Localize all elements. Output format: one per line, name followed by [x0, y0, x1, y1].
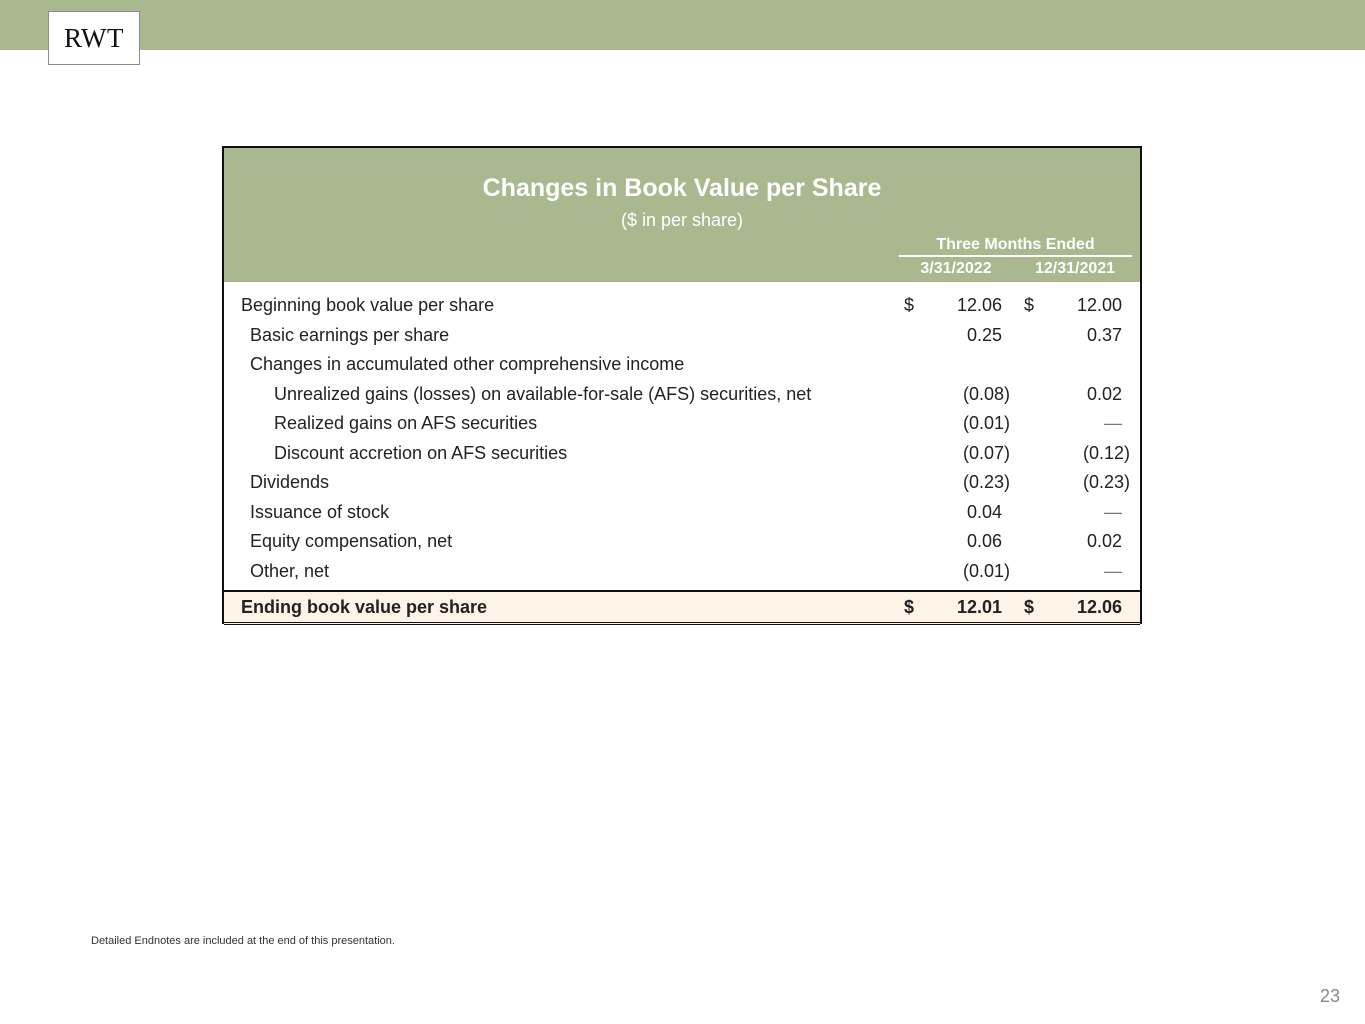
value-3-31-2022: 0.25	[966, 324, 1002, 345]
value-12-31-2021: 0.02	[1086, 383, 1122, 404]
table-subtitle: ($ in per share)	[620, 210, 744, 230]
value-3-31-2022: (0.08)	[962, 383, 1010, 404]
table-row	[224, 350, 1140, 379]
value-12-31-2021: 0.02	[1086, 531, 1122, 551]
table-total-row	[224, 590, 1140, 625]
value-3-31-2022: (0.01)	[962, 560, 1010, 581]
table-title: Changes in Book Value per Share	[482, 174, 882, 202]
value-12-31-2021: (0.12)	[1082, 442, 1130, 463]
total-dollar-sign-2: $	[1024, 597, 1035, 617]
value-12-31-2021: —	[1104, 501, 1122, 522]
row-label: Unrealized gains (losses) on available-for-sale (AFS) securities, net	[274, 383, 812, 404]
row-label: Realized gains on AFS securities	[274, 413, 538, 433]
row-label: Dividends	[250, 472, 330, 492]
table-row	[224, 498, 1140, 527]
total-value-3-31-2022: 12.01	[956, 597, 1002, 617]
column-header-12-31-2021: 12/31/2021	[1034, 260, 1116, 277]
table-row	[224, 557, 1140, 586]
total-dollar-sign-1: $	[904, 597, 915, 617]
table-row	[224, 380, 1140, 409]
value-3-31-2022: (0.07)	[962, 442, 1010, 463]
value-12-31-2021: 0.37	[1086, 324, 1122, 345]
value-3-31-2022: (0.23)	[962, 472, 1010, 492]
row-label: Beginning book value per share	[241, 295, 495, 315]
table-row	[224, 291, 1140, 320]
row-label: Basic earnings per share	[250, 324, 450, 345]
table-row	[224, 409, 1140, 438]
table-header	[224, 148, 1140, 282]
company-logo: RWT	[48, 11, 140, 65]
endnotes-footnote: Detailed Endnotes are included at the end of this presentation.	[91, 935, 395, 947]
header-bar	[0, 0, 1365, 50]
table-row	[224, 321, 1140, 350]
row-label: Other, net	[250, 560, 330, 581]
total-label: Ending book value per share	[241, 597, 488, 617]
value-12-31-2021: —	[1104, 413, 1122, 433]
value-3-31-2022: 12.06	[956, 295, 1002, 315]
table-row	[224, 468, 1140, 497]
period-header: Three Months Ended	[899, 236, 1132, 257]
value-12-31-2021: —	[1104, 560, 1122, 581]
value-12-31-2021: 12.00	[1076, 295, 1122, 315]
table-row	[224, 527, 1140, 556]
row-label: Issuance of stock	[250, 501, 390, 522]
total-value-12-31-2021: 12.06	[1076, 597, 1122, 617]
value-3-31-2022: 0.06	[966, 531, 1002, 551]
row-label: Discount accretion on AFS securities	[274, 442, 568, 463]
row-label: Changes in accumulated other comprehensive income	[250, 354, 685, 374]
value-3-31-2022: (0.01)	[962, 413, 1010, 433]
page-number: 23	[1319, 986, 1340, 1006]
dollar-sign-1: $	[904, 295, 915, 315]
value-12-31-2021: (0.23)	[1082, 472, 1130, 492]
dollar-sign-2: $	[1024, 295, 1035, 315]
value-3-31-2022: 0.04	[966, 501, 1002, 522]
table-row	[224, 439, 1140, 468]
book-value-table	[222, 146, 1142, 624]
column-header-3-31-2022: 3/31/2022	[920, 260, 992, 277]
row-label: Equity compensation, net	[250, 531, 453, 551]
